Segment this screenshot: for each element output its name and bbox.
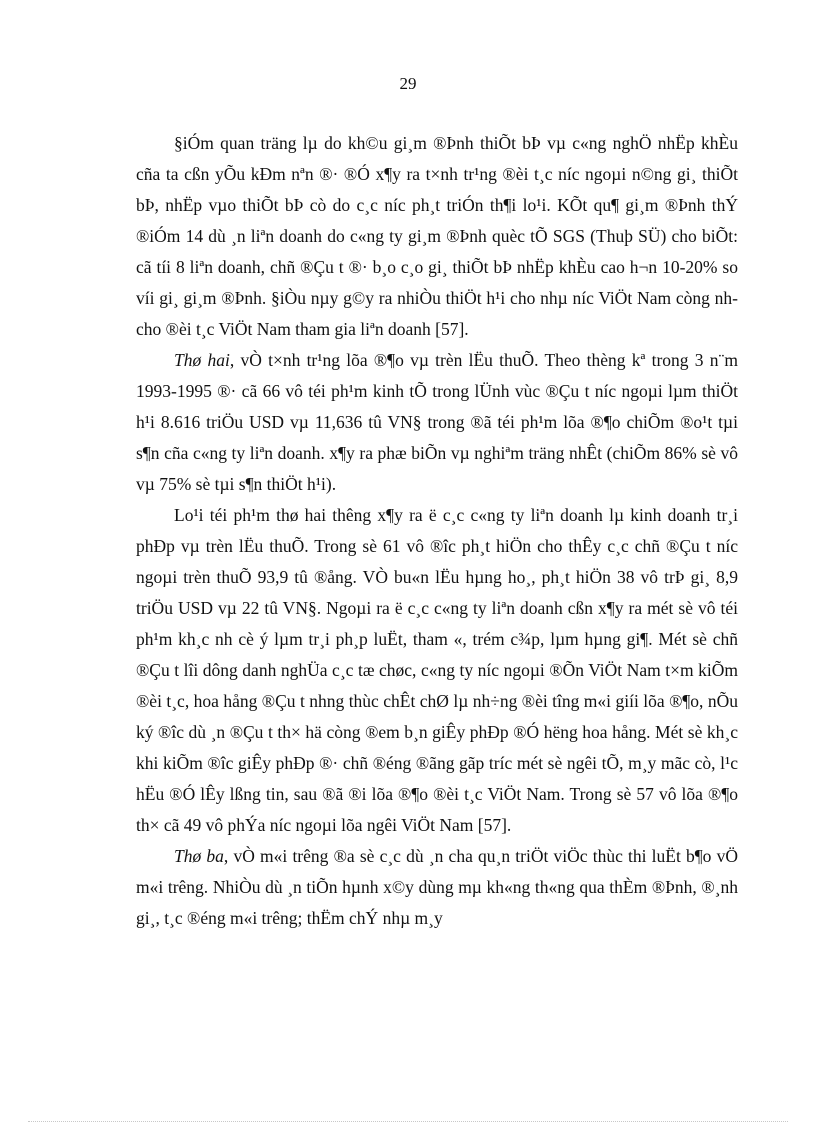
paragraph-text: Lo¹i téi ph¹m thø hai thêng x¶y ra ë c¸c c«ng ty liªn doanh lµ kinh doanh tr¸i phÐp vµ trèn lËu thuÕ. Trong sè 61 vô ®îc ph¸t hiÖn cho thÊy c¸c chñ ®Çu t níc ngoµi trèn thuÕ 93,9 tû ®ång. VÒ bu«n lËu hµng ho¸, ph¸t hiÖn 38 vô trÞ gi¸ 8,9 triÖu USD vµ 22 tû VN§. Ngoµi ra ë c¸c c«ng ty liªn doanh cßn x¶y ra mét sè vô téi ph¹m kh¸c nh cè ý lµm tr¸i ph¸p luËt, tham «, trém c¾p, lµm hµng gi¶. Mét sè chñ ®Çu t lîi dông danh nghÜa c¸c tæ chøc, c«ng ty níc ngoµi ®Õn ViÖt Nam t×m kiÕm ®èi t¸c, hoa hång ®Çu t nhng thùc chÊt chØ lµ nh÷ng ®èi tîng m«i giíi lõa ®¶o, nÕu ký ®îc dù ¸n ®Çu t th× hä còng ®em b¸n giÊy phÐp ®Ó hëng hoa hång. Mét sè kh¸c khi kiÕm ®îc giÊy phÐp ®· chñ ®éng ®ãng gãp tríc mét sè ngêi tÕ, m¸y mãc cò, l¹c hËu ®Ó lÊy lßng tin, sau ®ã ®i lõa ®¶o ®èi t¸c ViÖt Nam. Trong sè 57 vô lõa ®¶o th× cã 49 vô phÝa níc ngoµi lõa ngêi ViÖt Nam [57]. <box>136 505 738 835</box>
paragraph-lead: Thø hai <box>174 350 230 370</box>
paragraph-text: , vÒ m«i trêng ®a sè c¸c dù ¸n cha qu¸n triÖt viÖc thùc thi luËt b¶o vÖ m«i trêng. NhiÒu dù ¸n tiÕn hµnh x©y dùng mµ kh«ng th«ng qua thÈm ®Þnh, ®¸nh gi¸, t¸c ®éng m«i trêng; thËm chÝ nhµ m¸y <box>136 846 739 928</box>
paragraph-1 <box>136 128 738 345</box>
paragraph-text: , vÒ t×nh tr¹ng lõa ®¶o vµ trèn lËu thuÕ. Theo thèng kª trong 3 n¨m 1993-1995 ®· cã 66 vô téi ph¹m kinh tÕ trong lÜnh vùc ®Çu t níc ngoµi lµm thiÖt h¹i 8.616 triÖu USD vµ 11,636 tû VN§ trong ®ã téi ph¹m lõa ®¶o chiÕm ®o¹t tµi s¶n cña c«ng ty liªn doanh. x¶y ra phæ biÕn vµ nghiªm träng nhÊt (chiÕm 86% sè vô vµ 75% sè tµi s¶n thiÖt h¹i). <box>136 350 738 494</box>
body-text <box>136 128 738 934</box>
page-number: 29 <box>399 74 417 93</box>
paragraph-2 <box>136 345 738 500</box>
paragraph-4 <box>136 841 738 934</box>
paragraph-text: §iÓm quan träng lµ do kh©u gi¸m ®Þnh thiÕt bÞ vµ c«ng nghÖ nhËp khÈu cña ta cßn yÕu kÐm nªn ®· ®Ó x¶y ra t×nh tr¹ng ®èi t¸c níc ngoµi n©ng gi¸ thiÕt bÞ, nhËp vµo thiÕt bÞ cò do c¸c níc ph¸t triÓn th¶i lo¹i. KÕt qu¶ gi¸m ®Þnh thÝ ®iÓm 14 dù ¸n liªn doanh do c«ng ty gi¸m ®Þnh quèc tÕ SGS (Thuþ SÜ) cho biÕt: cã tíi 8 liªn doanh, chñ ®Çu t ®· b¸o c¸o gi¸ thiÕt bÞ nhËp khÈu cao h¬n 10-20% so víi gi¸ gi¸m ®Þnh. §iÒu nµy g©y ra nhiÒu thiÖt h¹i cho nhµ níc ViÖt Nam còng nh cho ®èi t¸c ViÖt Nam tham gia liªn doanh [57]. <box>136 133 738 339</box>
paragraph-3 <box>136 500 738 841</box>
page-bottom-divider <box>28 1121 788 1122</box>
paragraph-lead: Thø ba <box>174 846 224 866</box>
